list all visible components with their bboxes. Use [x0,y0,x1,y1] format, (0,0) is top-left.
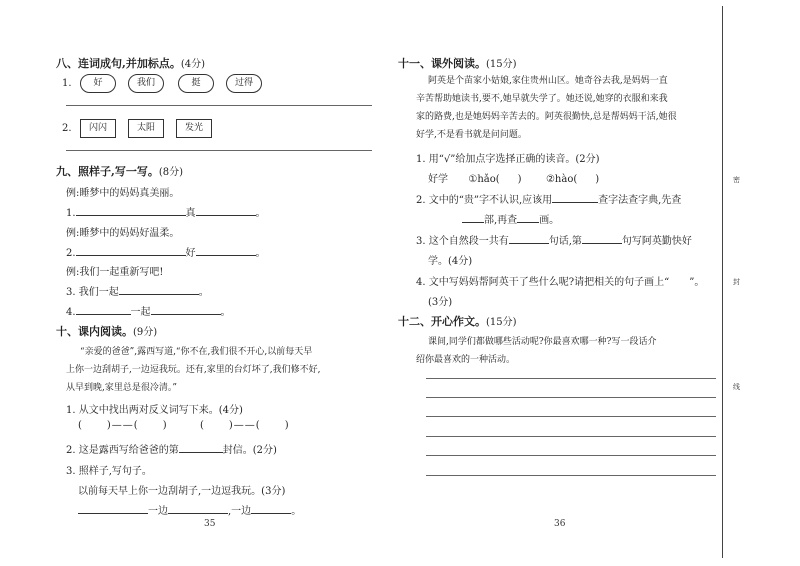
section-9-title: 九、照样子,写一写。(8分) [56,165,184,178]
answer-line [66,105,372,106]
s11-q1-options: 好学 ①hǎo( ) ②hào( ) [428,174,600,185]
s9-q2: 2. 好 。 [66,244,266,259]
s11-q2: 2. 文中的“贵”字不认识,应该用 查字法查字典,先查 [416,191,681,206]
s11-q1: 1. 用“√”给加点字选择正确的读音。(2分) [416,154,600,165]
passage-line: 辛苦帮助她读书,要不,她早就失学了。她还说,她穿的衣服和来我 [416,94,668,104]
writing-line [426,436,716,437]
writing-line [426,455,716,456]
passage-line: 阿英是个苗家小姑娘,家住贵州山区。她奇谷去我,是妈妈一直 [428,76,668,86]
s10-q3-example: 以前每天早上你一边刮胡子,一边逗我玩。(3分) [78,486,286,497]
s11-q3: 3. 这个自然段一共有 句话,第 句写阿英勤快好 [416,232,692,247]
s8-q1-number: 1. [62,78,72,89]
s10-q1: 1. 从文中找出两对反义词写下来。(4分) [66,405,243,416]
s11-q3-cont: 学。(4分) [428,256,473,267]
section-10-title: 十、课内阅读。(9分) [56,325,158,338]
s9-example-1: 例:睡梦中的妈妈真美丽。 [66,188,180,199]
word-card: 挺 [178,74,214,93]
seal-line [722,6,723,558]
seal-label: 封 [733,278,740,286]
prompt-line: 绍你最喜欢的一种活动。 [416,355,516,365]
seal-label: 线 [733,383,740,391]
seal-label: 密 [733,176,740,184]
word-card: 我们 [128,74,164,93]
passage-line: 从早到晚,家里总是很冷清。” [66,383,177,393]
passage-line: 上你一边刮胡子,一边逗我玩。还有,家里的台灯坏了,我们修不好, [66,365,321,375]
section-12-title: 十二、开心作文。(15分) [398,315,517,328]
prompt-line: 课间,同学们都做哪些活动呢?你最喜欢哪一种?写一段话介 [428,337,657,347]
passage-line: “亲爱的爸爸”,露西写道,“你不在,我们很不开心,以前每天早 [80,347,313,357]
s10-q3-answer: 一边 ,一边 。 [78,502,301,517]
writing-line [426,475,716,476]
word-card: 发光 [176,119,212,138]
s9-q1: 1. 真 。 [66,204,266,219]
page-number-left: 35 [204,519,216,529]
section-8-title: 八、连词成句,并加标点。(4分) [56,57,206,70]
s8-q2-number: 2. [62,123,72,134]
writing-line [426,378,716,379]
s11-q4: 4. 文中写妈妈帮阿英干了些什么呢?请把相关的句子画上“ ”。 [416,277,705,288]
writing-line [426,397,716,398]
word-card: 闪闪 [80,119,116,138]
passage-line: 家的路费,也是她妈妈辛苦去的。阿英很勤快,总是帮妈妈干活,她很 [416,112,677,122]
answer-line [66,150,372,151]
s10-q1-pair-2: ( )——( ) [200,420,290,431]
s10-q1-pair-1: ( )——( ) [78,420,168,431]
s11-q4-score: (3分) [428,297,453,308]
word-card: 太阳 [128,119,164,138]
word-card: 好 [80,74,116,93]
s9-q3: 3. 我们一起 。 [66,283,209,298]
s10-q3: 3. 照样子,写句子。 [66,466,152,477]
s9-example-2: 例:睡梦中的妈妈好温柔。 [66,228,180,239]
s9-example-3: 例:我们一起重新写吧! [66,267,164,278]
word-card: 过得 [226,74,262,93]
page-number-right: 36 [554,519,566,529]
s11-q2-cont: 部,再查 画。 [462,211,559,226]
passage-line: 好学,不是看书就是问问题。 [416,130,527,140]
section-11-title: 十一、课外阅读。(15分) [398,57,517,70]
writing-line [426,416,716,417]
s10-q2: 2. 这是露西写给爸爸的第 封信。(2分) [66,441,277,456]
s9-q4: 4. 一起 。 [66,303,231,318]
